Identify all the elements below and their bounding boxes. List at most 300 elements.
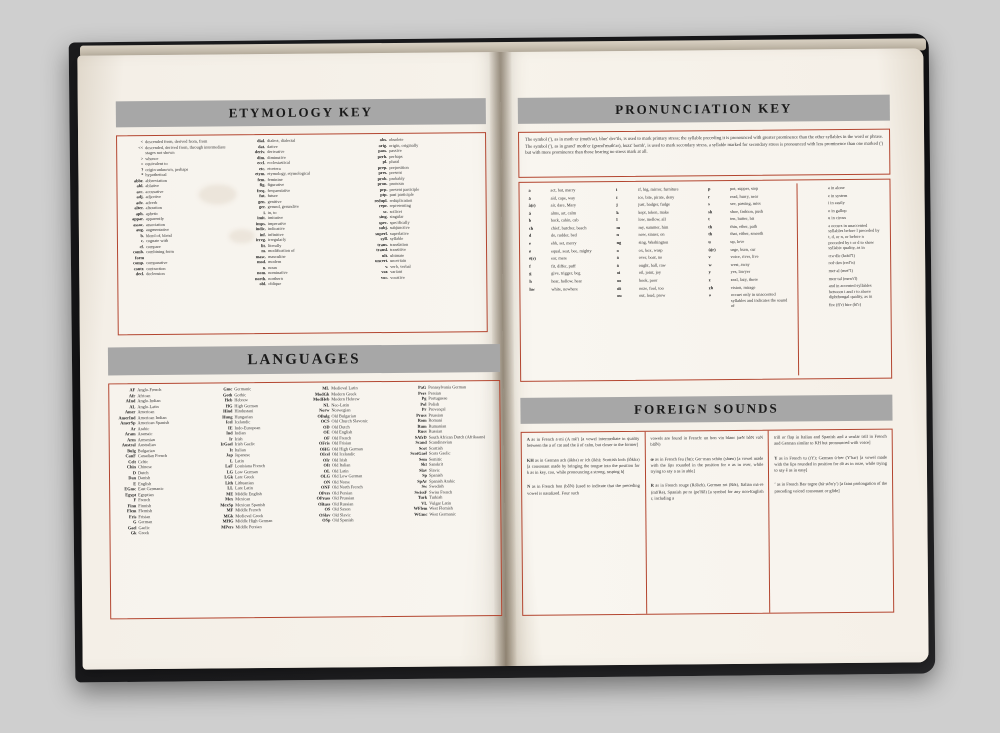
entry-symbol: masc. xyxy=(255,253,267,259)
phonetic-examples: red·den (redʹ'n) xyxy=(828,260,855,266)
entry-symbol: * xyxy=(141,172,144,178)
phonetic-examples: my, summer, him xyxy=(638,224,669,230)
entry-definition: Armenian xyxy=(137,436,155,442)
phonetic-examples: aid, cape, way xyxy=(550,194,576,201)
entry-definition: subjunctive xyxy=(389,224,410,230)
entry-symbol: F xyxy=(133,497,137,503)
entry-symbol: repr. xyxy=(378,203,388,209)
entry-definition: American xyxy=(137,409,155,415)
entry-definition: feminine xyxy=(267,176,283,182)
entry-definition: specifically xyxy=(389,219,410,225)
entry-symbol: deriv. xyxy=(254,149,266,155)
phonetic-symbol: ō xyxy=(616,255,619,261)
entry-symbol: < xyxy=(140,139,144,145)
entry-definition: scilicet xyxy=(389,208,402,214)
entry-symbol: superl. xyxy=(375,230,388,236)
entry-symbol: Pr xyxy=(421,406,427,412)
entry-definition: Polish xyxy=(428,401,440,407)
phonetic-examples: ought, ball, raw xyxy=(638,262,666,268)
entry-definition: dialect, dialectal xyxy=(267,137,296,144)
phonetic-examples: act, bat, marry xyxy=(550,187,576,193)
pronunciation-row xyxy=(614,262,682,268)
phonetic-symbol: ô xyxy=(616,262,619,268)
phonetic-symbol: â(r) xyxy=(528,202,536,208)
phonetic-examples: met·al (metʹ'l) xyxy=(828,267,853,274)
entry-definition: plural xyxy=(389,158,400,164)
entry-symbol: Celt xyxy=(128,458,136,464)
phonetic-symbol xyxy=(804,261,824,267)
entry-definition: Danish xyxy=(138,475,151,481)
entry-symbol: Ar xyxy=(130,425,136,431)
entry-symbol: OF xyxy=(323,435,330,441)
entry-definition: irregularly xyxy=(267,236,287,243)
entry-definition: Low German xyxy=(234,468,258,474)
entry-definition: Finnish xyxy=(138,502,152,508)
phonetic-symbol: th xyxy=(708,224,713,230)
phonetic-symbol: d xyxy=(528,233,532,239)
entry-symbol: perh. xyxy=(377,153,388,159)
entry-definition: West Germanic xyxy=(429,510,456,517)
entry-symbol: LGk xyxy=(224,474,234,480)
pronunciation-row xyxy=(614,239,682,245)
entry-symbol: Pruss xyxy=(416,412,427,418)
entry-symbol: transl. xyxy=(376,246,389,253)
entry-symbol: Pol xyxy=(420,401,427,407)
entry-definition: equivalent to xyxy=(145,160,168,167)
foreign-sound-entry xyxy=(522,452,645,480)
entry-definition: English xyxy=(138,480,152,486)
entry-symbol: b. xyxy=(140,232,144,238)
phonetic-symbol: z xyxy=(708,277,711,283)
foreign-sound-description: as in French Bas·togne (bä·stônʹyʹ) [a faint prolongation of the preceding voiced consonant or glide] xyxy=(774,480,888,494)
entry-definition: Old Irish xyxy=(331,456,348,462)
entry-definition: accusative xyxy=(145,188,164,194)
entry-symbol: Ir xyxy=(229,435,233,441)
pronunciation-row xyxy=(706,276,794,282)
phonetic-examples: shoe, fashion, push xyxy=(730,208,764,214)
entry-definition: Slavic xyxy=(428,467,440,473)
entry-symbol: spec. xyxy=(378,219,388,225)
entry-definition: passive xyxy=(389,147,402,153)
entry-symbol: AF xyxy=(129,387,136,393)
entry-symbol: OBulg xyxy=(317,413,330,419)
phonetic-symbol: g xyxy=(529,271,532,277)
phonetic-symbol: s xyxy=(708,201,710,207)
entry-symbol: Hind xyxy=(223,408,233,414)
entry-symbol: Afr xyxy=(128,392,136,398)
pronunciation-row xyxy=(614,232,682,238)
foreign-sound-symbol: œ xyxy=(650,456,656,462)
entry-definition: Celtic xyxy=(137,458,149,464)
entry-symbol: sc. xyxy=(383,208,388,214)
foreign-sound-description: vowels are found in French: un bon vin blanc (œN bôN vaN blä᷉N) xyxy=(650,434,764,447)
entry-symbol: ME xyxy=(226,490,234,496)
phonetic-symbol: j xyxy=(616,202,618,208)
pronunciation-row xyxy=(803,207,883,213)
entry-symbol: Hung xyxy=(222,413,233,419)
entry-definition: Russian xyxy=(428,428,443,434)
pronunciation-row xyxy=(526,278,595,284)
entry-definition: adverb xyxy=(145,199,158,205)
foreign-sound-entry xyxy=(645,451,768,479)
entry-definition: Prussian xyxy=(428,412,444,418)
entry-definition: modern xyxy=(268,258,282,265)
entry-symbol: = xyxy=(140,161,144,167)
entry-symbol: syll. xyxy=(380,235,388,242)
languages-table xyxy=(108,380,502,619)
phonetic-symbol: r xyxy=(707,193,710,199)
entry-symbol: WFlem xyxy=(413,505,428,511)
entry-symbol: ult. xyxy=(381,252,389,258)
entry-symbol: imps. xyxy=(255,220,266,226)
entry-definition: Old Italian xyxy=(331,462,351,468)
entry-symbol: prob. xyxy=(377,175,388,181)
entry-symbol: pass. xyxy=(378,148,388,154)
entry-symbol: Jap xyxy=(226,452,233,458)
entry-symbol: adv. xyxy=(136,199,144,205)
entry-definition: hypothetical xyxy=(145,171,167,178)
entry-symbol: sing. xyxy=(379,214,388,220)
phonetic-examples: ə occurs in unaccented syllables before l preceded by t, d, or n, or before n preceded by t or d to show syllabic quality, as in xyxy=(828,222,880,251)
foreign-col-1 xyxy=(522,432,646,615)
entry-symbol: assoc. xyxy=(133,221,144,227)
entry-definition: Old Dutch xyxy=(331,423,350,429)
entry-definition: Mexican Spanish xyxy=(235,501,265,507)
pronunciation-row xyxy=(803,192,883,198)
pronunciation-row xyxy=(613,186,681,192)
pronunciation-row xyxy=(526,195,595,201)
phonetic-symbol xyxy=(803,200,823,206)
entry-symbol: E xyxy=(133,480,137,486)
pronunciation-row xyxy=(613,194,681,200)
foreign-sounds-table xyxy=(521,429,895,616)
entry-definition: East Germanic xyxy=(138,485,164,492)
pronunciation-row xyxy=(526,248,595,254)
entry-symbol: OL xyxy=(323,468,330,474)
phonetic-examples: voice, river, live xyxy=(730,253,759,260)
entry-symbol: Pg xyxy=(421,395,427,401)
foreign-sound-entry xyxy=(522,432,645,454)
entry-definition: Scandinavian xyxy=(428,439,452,445)
entry-symbol: ScotGael xyxy=(410,450,427,456)
entry-definition: future xyxy=(267,192,278,199)
entry-definition: abbreviation xyxy=(145,177,167,183)
entry-definition: Old Frisian xyxy=(331,440,352,446)
foreign-sound-entry xyxy=(645,431,768,453)
entry-symbol: LaF xyxy=(225,463,233,469)
phonetic-symbol: p xyxy=(707,186,711,192)
entry-definition: Chinese xyxy=(137,464,152,470)
entry-definition: Old French xyxy=(331,434,352,440)
entry-symbol: << xyxy=(138,144,144,150)
phonetic-examples: if, big, mirror, furniture xyxy=(638,186,679,192)
phonetic-examples: o in gallop xyxy=(828,207,847,213)
phonetic-symbol: a xyxy=(528,187,531,193)
language-row xyxy=(211,523,302,529)
entry-definition: descended from, derived from, from xyxy=(145,138,208,145)
pronunciation-row xyxy=(526,286,595,292)
pronunciation-row xyxy=(706,254,794,260)
entry-definition: syllable xyxy=(389,235,404,241)
entry-definition: African xyxy=(137,392,151,398)
pronunciation-row xyxy=(526,187,595,193)
entry-symbol: G xyxy=(133,519,137,525)
entry-symbol: HG xyxy=(225,402,233,408)
entry-definition: Late Latin xyxy=(235,485,253,491)
entry-definition: infinitive xyxy=(267,231,284,237)
entry-definition: German xyxy=(138,519,153,525)
phonetic-examples: men·tal (menʹt'l) xyxy=(828,275,858,281)
entry-symbol: ptp. xyxy=(380,192,388,198)
entry-definition: Hungarian xyxy=(234,413,253,419)
entry-symbol: imit. xyxy=(257,215,266,221)
phonetic-examples: west, away xyxy=(730,261,750,267)
entry-symbol: ON xyxy=(323,479,331,485)
entry-symbol: prep. xyxy=(377,164,388,170)
entry-symbol: voc. xyxy=(380,274,389,280)
entry-symbol: fig. xyxy=(259,182,266,188)
entry-symbol: OSlav xyxy=(319,512,331,518)
entry-definition: whence xyxy=(145,155,159,161)
entry-definition: Modern Greek xyxy=(331,390,357,396)
phonetic-symbol xyxy=(804,268,824,274)
phonetic-symbol: n xyxy=(616,232,619,238)
entry-definition: Old Norse xyxy=(332,478,350,484)
entry-definition: Canadian French xyxy=(137,452,168,459)
phonetic-examples: over, boat, no xyxy=(638,254,663,261)
entry-symbol: ORuss xyxy=(318,501,331,507)
entry-definition: etcetera xyxy=(267,165,281,171)
entry-definition: Neo-Latin xyxy=(331,401,350,407)
entry-symbol: comp. xyxy=(133,260,145,266)
foreign-sound-entry xyxy=(769,477,892,499)
phonetic-examples: pot, supper, stop xyxy=(729,185,759,192)
entry-definition: compare xyxy=(145,243,161,249)
entry-definition: transitive xyxy=(390,246,407,252)
entry-symbol: Finn xyxy=(127,502,137,508)
pronunciation-row xyxy=(705,208,793,214)
entry-symbol: Icel xyxy=(225,419,233,425)
entry-definition: Gothic xyxy=(234,391,247,397)
pronunciation-note: The symbol (ʹ), as in moth·er (muthʹər), blueʹ devʹils, is used to mark primary stress; the syllable preceding it is pronounced with greater prominence than the other syllables in the word or phrase. The symbol (ʹ), as in grandʹ mothʹer (grandʹmuthʹər), buzzʹ bombʹ, is used to mark secondary stress, a syllable marked for secondary stress is pronounced with less prominence than one marked (ʹ) but with more prominence than those bearing no stress mark at all. xyxy=(525,133,884,156)
entry-definition: Old Latin xyxy=(331,467,349,473)
pronunciation-note-box xyxy=(518,129,890,178)
pronunciation-row xyxy=(706,261,794,267)
entry-symbol: irreg. xyxy=(255,237,266,243)
entry-symbol: redupl. xyxy=(374,197,388,203)
entry-symbol: L xyxy=(229,457,233,463)
entry-definition: Rumanian xyxy=(428,422,447,429)
pronunciation-row xyxy=(705,223,793,229)
entry-definition: Anglo-French xyxy=(137,386,162,393)
phonetic-examples: back, cabin, cab xyxy=(550,217,579,223)
entry-definition: noun xyxy=(268,264,277,270)
entry-definition: Old Persian xyxy=(332,489,353,495)
phonetic-symbol: zh xyxy=(708,284,714,290)
entry-definition: South African Dutch (Afrikaans) xyxy=(428,433,486,440)
entry-symbol: OSp xyxy=(322,517,331,523)
entry-symbol: OPers xyxy=(318,490,331,496)
entry-symbol: MHG xyxy=(222,518,234,524)
entry-definition: descended, derived from, through intermediate stages not shown xyxy=(145,143,226,156)
entry-definition: in, to xyxy=(267,209,277,215)
entry-symbol: WGmc xyxy=(414,511,428,517)
entry-definition: Indian xyxy=(234,430,246,436)
entry-symbol: fut. xyxy=(259,193,266,199)
entry-symbol: OIr xyxy=(322,457,330,463)
entry-symbol: abl. xyxy=(136,183,144,189)
entry-symbol: OHG xyxy=(319,446,330,452)
etymology-col-3 xyxy=(362,136,483,329)
pronunciation-row xyxy=(705,216,793,222)
entry-symbol: dial. xyxy=(257,138,266,144)
foreign-sound-entry xyxy=(769,450,892,478)
entry-symbol: IrGael xyxy=(220,441,233,447)
pronunciation-row xyxy=(526,255,595,261)
entry-symbol: Lith xyxy=(225,479,234,485)
pronunciation-col-3 xyxy=(701,183,799,376)
languages-col-3 xyxy=(304,385,403,614)
entry-definition: Old Bulgarian xyxy=(331,412,356,418)
foreign-sound-description: as in German ach (äkhə) or ich (ikh); Scottish loch (lôkhə) [a consonant made by bringing the tongue into the position for k as in key, coo, while pronouncing a strong, rasping h] xyxy=(526,456,640,475)
phonetic-symbol: y xyxy=(708,269,711,275)
entry-definition: comparative xyxy=(146,259,168,266)
entry-definition: preposition xyxy=(389,164,409,170)
entry-definition: Medieval Latin xyxy=(331,385,358,391)
entry-definition: pronoun xyxy=(389,180,404,186)
entry-symbol: ML xyxy=(322,385,330,391)
phonetic-examples: ooze, fool, too xyxy=(638,285,664,291)
pronunciation-row xyxy=(803,223,883,252)
entry-definition: Anglo-Latin xyxy=(137,403,159,409)
entry-symbol: north. xyxy=(254,275,267,281)
pronunciation-row xyxy=(803,200,883,206)
phonetic-symbol xyxy=(804,302,824,308)
phonetic-symbol: v xyxy=(708,254,711,260)
entry-definition: blend of, blend xyxy=(145,232,172,238)
phonetic-examples: see, passing, miss xyxy=(730,200,761,207)
entry-definition: Old Prussian xyxy=(332,495,355,501)
entry-symbol: prp. xyxy=(379,186,388,192)
entry-symbol: subj. xyxy=(378,224,388,231)
entry-definition: present participle xyxy=(389,186,420,192)
entry-definition: Middle High German xyxy=(235,518,273,524)
phonetic-symbol: u xyxy=(708,239,711,245)
phonetic-symbol: e xyxy=(528,240,531,246)
entry-symbol: acc. xyxy=(136,188,144,194)
phonetic-symbol: l xyxy=(616,217,618,223)
languages-col-2 xyxy=(207,386,306,615)
entry-definition: imitative xyxy=(267,214,284,221)
pronunciation-row xyxy=(706,284,794,290)
phonetic-symbol: û(r) xyxy=(708,246,716,252)
entry-symbol: Fris xyxy=(128,513,137,519)
entry-definition: Turkish xyxy=(429,494,443,500)
entry-definition: Spanish xyxy=(428,472,443,478)
entry-definition: ultimate xyxy=(390,252,405,258)
entry-definition: Latin xyxy=(234,457,244,463)
entry-definition: association xyxy=(145,221,165,227)
entry-definition: Louisiana French xyxy=(234,463,265,469)
pronunciation-row xyxy=(526,210,595,216)
pronunciation-row xyxy=(526,271,595,277)
phonetic-examples: out, loud, prow xyxy=(639,292,666,298)
entry-symbol: eccl. xyxy=(257,160,266,166)
pronunciation-row xyxy=(526,218,595,224)
entry-symbol: OPruss xyxy=(316,495,331,501)
entry-definition: Medieval Greek xyxy=(235,512,264,518)
phonetic-symbol: ā xyxy=(528,195,531,201)
entry-definition: Aramaic xyxy=(137,431,153,437)
entry-symbol: ONF xyxy=(321,484,331,490)
pronunciation-row xyxy=(526,225,595,231)
phonetic-symbol: oi xyxy=(616,270,621,276)
entry-symbol: Gael xyxy=(127,524,137,530)
entry-symbol: MPers xyxy=(221,523,234,529)
entry-symbol: adj. xyxy=(136,194,144,200)
pronunciation-row xyxy=(526,240,595,246)
entry-symbol: Slav xyxy=(419,467,427,473)
pronunciation-row xyxy=(613,209,681,215)
pronunciation-row xyxy=(614,285,682,291)
entry-definition: probably xyxy=(389,175,405,181)
entry-definition: High German xyxy=(234,402,258,408)
etymology-key-table xyxy=(116,132,488,335)
phonetic-symbol: ē xyxy=(529,248,532,254)
phonetic-symbol: th xyxy=(708,231,713,237)
entry-symbol: LG xyxy=(226,468,233,474)
entry-definition: Late Greek xyxy=(234,474,255,480)
etymology-col-2 xyxy=(240,137,364,330)
entry-definition: Dutch xyxy=(137,469,149,475)
entry-symbol: pres. xyxy=(378,170,388,176)
phonetic-symbol: t xyxy=(708,216,710,222)
phonetic-examples: thin, ether, path xyxy=(730,223,758,229)
entry-definition: Old English xyxy=(331,429,353,435)
entry-definition: verb, verbal xyxy=(390,263,411,269)
entry-symbol: Goth xyxy=(222,391,233,397)
etymology-row xyxy=(122,270,238,277)
entry-definition: ablative xyxy=(145,182,160,189)
entry-symbol: Arm xyxy=(127,436,136,442)
entry-symbol: OIt xyxy=(323,462,330,468)
pronunciation-row xyxy=(804,283,884,300)
entry-definition: Persian xyxy=(428,390,441,396)
entry-symbol: EGmc xyxy=(124,486,137,492)
entry-definition: aphetic xyxy=(145,210,159,216)
entry-definition: Portuguese xyxy=(428,395,448,401)
entry-symbol: SwissF xyxy=(414,489,428,495)
entry-definition: nominative xyxy=(268,269,288,276)
phonetic-examples: low, mellow, all xyxy=(638,216,666,223)
entry-symbol: > xyxy=(140,155,144,161)
phonetic-examples: u in circus xyxy=(828,215,847,221)
phonetic-examples: sing, Washington xyxy=(638,239,669,245)
entry-symbol: Aram xyxy=(124,431,136,437)
entry-definition: Icelandic xyxy=(234,419,251,425)
foreign-sound-description: as in French tu (tY); German ü·ber (Yʹbər) [a vowel made with the lips rounded in position for o͞o as in ooze, while trying to say ē as in easy] xyxy=(774,454,887,473)
entry-symbol: AL xyxy=(129,403,136,409)
pronunciation-row xyxy=(614,277,682,283)
entry-definition: Scottish xyxy=(428,445,443,451)
phonetic-symbol: h xyxy=(529,278,532,284)
phonetic-symbol: o xyxy=(616,247,619,253)
phonetic-symbol xyxy=(803,193,823,199)
phonetic-examples: that, either, smooth xyxy=(730,231,764,237)
pronunciation-row xyxy=(613,202,681,208)
entry-definition: vocative xyxy=(390,274,405,280)
pronunciation-row xyxy=(526,233,595,239)
